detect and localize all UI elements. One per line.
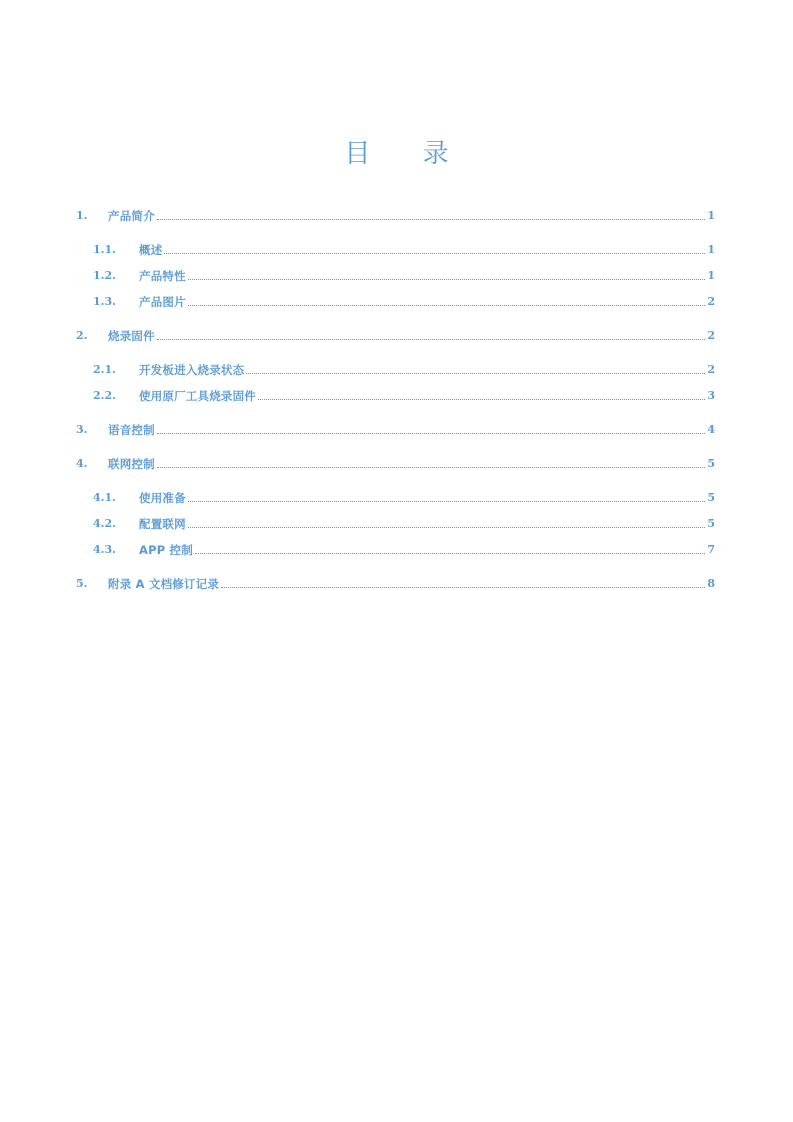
- toc-dot-leader: [195, 553, 705, 554]
- toc-entry-2[interactable]: [76, 327, 715, 343]
- toc-entry-number: 2.1.: [93, 363, 116, 376]
- toc-entry-page: 1: [707, 269, 715, 282]
- toc-entry-number: 4.3.: [93, 543, 116, 556]
- toc-dot-leader: [157, 339, 706, 340]
- toc-entry-title: 语音控制: [108, 423, 155, 437]
- toc-entry-2-2[interactable]: [93, 387, 715, 403]
- toc-entry-number: 4.2.: [93, 517, 116, 530]
- toc-dot-leader: [188, 527, 706, 528]
- toc-entry-5[interactable]: [76, 575, 715, 591]
- toc-entry-4-1[interactable]: [93, 489, 715, 505]
- toc-entry-1-3[interactable]: [93, 293, 715, 309]
- toc-entry-page: 3: [707, 389, 715, 402]
- toc-entry-page: 1: [707, 209, 715, 222]
- toc-entry-title: 产品简介: [108, 209, 155, 223]
- toc-entry-number: 4.1.: [93, 491, 116, 504]
- toc-dot-leader: [221, 587, 705, 588]
- toc-entry-title: APP 控制: [139, 543, 193, 557]
- toc-entry-page: 8: [707, 577, 715, 590]
- toc-entry-title: 开发板进入烧录状态: [139, 363, 245, 377]
- toc-dot-leader: [157, 433, 706, 434]
- toc-entry-number: 5.: [76, 577, 88, 590]
- toc-title: 目 录: [344, 139, 471, 169]
- toc-entry-number: 1.3.: [93, 295, 116, 308]
- toc-entry-number: 3.: [76, 423, 88, 436]
- toc-entry-number: 1.: [76, 209, 88, 222]
- toc-entry-title: 烧录固件: [108, 329, 155, 343]
- toc-dot-leader: [188, 501, 706, 502]
- toc-entry-number: 1.1.: [93, 243, 116, 256]
- toc-entry-3[interactable]: [76, 421, 715, 437]
- toc-entry-1-1[interactable]: [93, 241, 715, 257]
- toc-entry-page: 7: [707, 543, 715, 556]
- toc-entry-page: 2: [707, 363, 715, 376]
- toc-entry-number: 2.2.: [93, 389, 116, 402]
- toc-entry-title: 产品图片: [139, 295, 186, 309]
- toc-entry-4[interactable]: [76, 455, 715, 471]
- toc-entry-title: 配置联网: [139, 517, 186, 531]
- toc-entry-title: 使用原厂工具烧录固件: [139, 389, 256, 403]
- toc-entry-4-3[interactable]: [93, 541, 715, 557]
- toc-dot-leader: [258, 399, 705, 400]
- toc-entry-page: 1: [707, 243, 715, 256]
- toc-entry-page: 4: [707, 423, 715, 436]
- toc-entry-2-1[interactable]: [93, 361, 715, 377]
- toc-entry-page: 2: [707, 329, 715, 342]
- toc-entry-title: 概述: [139, 243, 163, 257]
- toc-entry-1[interactable]: [76, 207, 715, 223]
- toc-entry-title: 使用准备: [139, 491, 186, 505]
- toc-entry-page: 2: [707, 295, 715, 308]
- toc-entry-number: 2.: [76, 329, 88, 342]
- toc-entry-title: 产品特性: [139, 269, 186, 283]
- toc-dot-leader: [188, 305, 706, 306]
- toc-dot-leader: [157, 467, 706, 468]
- toc-dot-leader: [164, 253, 705, 254]
- toc-dot-leader: [188, 279, 706, 280]
- toc-entry-page: 5: [707, 457, 715, 470]
- toc-entry-1-2[interactable]: [93, 267, 715, 283]
- toc-entry-4-2[interactable]: [93, 515, 715, 531]
- toc-entry-title: 附录 A 文档修订记录: [108, 577, 220, 591]
- toc-entry-title: 联网控制: [108, 457, 155, 471]
- toc-dot-leader: [246, 373, 705, 374]
- toc-dot-leader: [157, 219, 706, 220]
- toc-entry-number: 4.: [76, 457, 88, 470]
- toc-entry-number: 1.2.: [93, 269, 116, 282]
- toc-entry-page: 5: [707, 491, 715, 504]
- toc-entry-page: 5: [707, 517, 715, 530]
